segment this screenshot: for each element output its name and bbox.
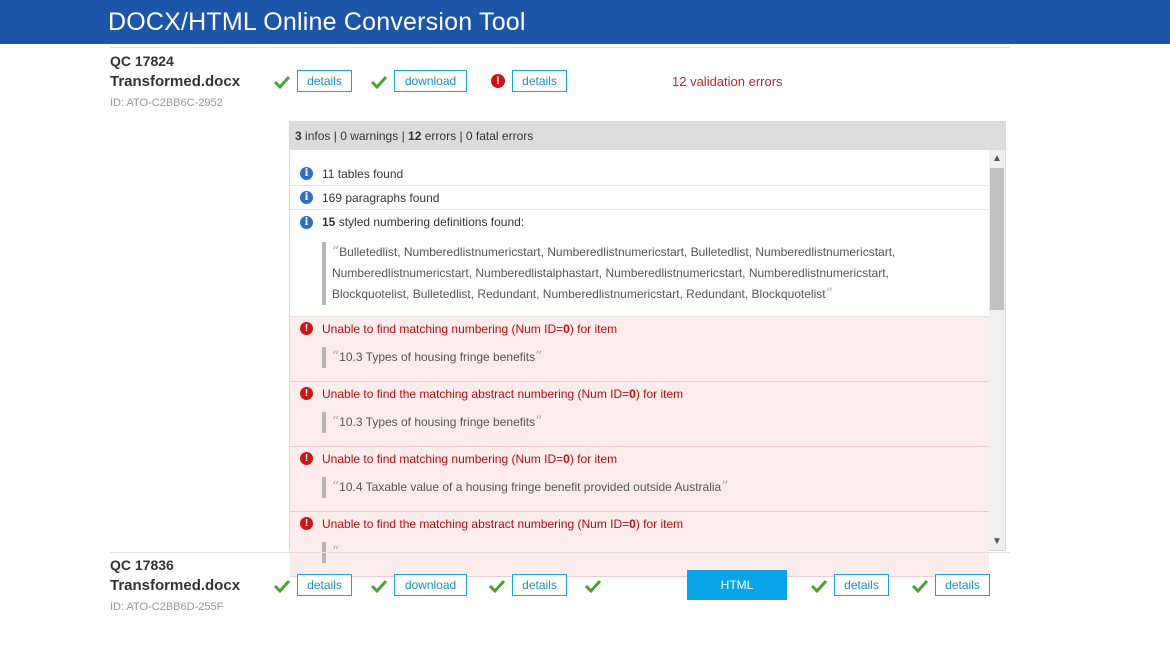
scroll-up-arrow[interactable]: ▲	[992, 153, 1002, 164]
check-icon	[810, 578, 828, 594]
message-text: 11 tables found	[322, 167, 404, 181]
separator: |	[401, 129, 405, 143]
message-item	[290, 447, 989, 512]
message-text-end: ) for item	[569, 452, 618, 466]
error-icon: !	[491, 74, 505, 88]
message-item	[290, 382, 989, 447]
message-text	[322, 452, 617, 466]
validation-details-button[interactable]: details	[512, 574, 567, 596]
check-icon	[370, 578, 388, 594]
message-text	[322, 322, 617, 336]
num-id: 0	[563, 322, 570, 336]
error-icon: !	[300, 517, 313, 530]
infos-count: 3	[295, 129, 302, 143]
divider	[110, 47, 1010, 48]
message-text-end: ) for item	[569, 322, 618, 336]
message-quote	[322, 477, 728, 498]
infos-label: infos	[305, 129, 331, 143]
check-icon	[273, 578, 291, 594]
check-icon	[584, 578, 602, 594]
message-quote	[322, 347, 542, 368]
message-item	[290, 317, 989, 382]
message-quote	[322, 412, 542, 433]
num-id: 0	[629, 517, 636, 531]
message-text: 169 paragraphs found	[322, 191, 440, 205]
open-quote: “	[332, 414, 340, 430]
message-list[interactable]	[290, 150, 989, 550]
app-header	[0, 0, 1170, 44]
message-item	[290, 210, 989, 317]
open-quote: “	[332, 479, 340, 495]
message-quote	[322, 242, 895, 305]
qc-number: QC 17836	[110, 557, 174, 573]
check-icon	[488, 578, 506, 594]
message-text	[322, 517, 683, 531]
check-icon	[370, 74, 388, 90]
message-text-start: Unable to find matching numbering (Num ID=	[322, 452, 564, 466]
details-button[interactable]: details	[297, 70, 352, 92]
num-id: 0	[563, 452, 570, 466]
file-name: Transformed.docx	[110, 73, 241, 90]
separator: |	[333, 129, 337, 143]
validation-report-panel	[289, 121, 1006, 551]
message-text-end: ) for item	[635, 517, 684, 531]
document-id: ID: ATO-C2BB6D-255F	[110, 601, 224, 613]
quote-line: Numberedlistnumericstart, Numberedlistalphastart, Numberedlistnumericstart, Numberedlistnumericstart,	[332, 266, 889, 280]
open-quote: “	[332, 349, 340, 365]
divider	[110, 552, 1010, 553]
message-item	[290, 512, 989, 577]
message-item	[290, 150, 989, 186]
close-quote: ”	[535, 349, 543, 365]
report-summary	[290, 122, 1005, 150]
app-title: DOCX/HTML Online Conversion Tool	[108, 8, 526, 36]
quote-line: Bulletedlist, Numberedlistnumericstart, Numberedlistnumericstart, Bulletedlist, Numberedlistnumericstart,	[339, 245, 896, 259]
details-button[interactable]: details	[834, 574, 889, 596]
message-label: styled numbering definitions found:	[335, 215, 525, 229]
num-id: 0	[629, 387, 636, 401]
scrollbar-thumb[interactable]	[990, 168, 1004, 310]
info-icon: i	[300, 167, 313, 180]
details-button[interactable]: details	[297, 574, 352, 596]
quote-line: 10.3 Types of housing fringe benefits	[339, 350, 536, 364]
close-quote: ”	[721, 479, 729, 495]
file-name: Transformed.docx	[110, 577, 241, 594]
qc-number: QC 17824	[110, 53, 174, 69]
message-item	[290, 186, 989, 210]
check-icon	[273, 74, 291, 90]
info-icon: i	[300, 216, 313, 229]
errors-count: 12	[408, 129, 422, 143]
download-button[interactable]: download	[394, 574, 467, 596]
details-button[interactable]: details	[935, 574, 990, 596]
scrollbar[interactable]	[989, 150, 1005, 550]
validation-details-button[interactable]: details	[512, 70, 567, 92]
message-text-end: ) for item	[635, 387, 684, 401]
message-text-start: Unable to find matching numbering (Num ID=	[322, 322, 564, 336]
message-text-start: Unable to find the matching abstract numbering (Num ID=	[322, 387, 630, 401]
warnings-count: 0 warnings	[340, 129, 399, 143]
quote-line: Blockquotelist, Bulletedlist, Redundant, Numberedlistnumericstart, Redundant, Blockquotelist	[332, 287, 826, 301]
close-quote: ”	[825, 286, 833, 302]
message-text	[322, 215, 524, 229]
validation-error-count: 12 validation errors	[672, 74, 783, 89]
check-icon	[911, 578, 929, 594]
message-text	[322, 387, 683, 401]
document-id: ID: ATO-C2BB6C-2952	[110, 97, 223, 109]
separator: |	[459, 129, 463, 143]
message-text-start: Unable to find the matching abstract numbering (Num ID=	[322, 517, 630, 531]
info-icon: i	[300, 191, 313, 204]
error-icon: !	[300, 452, 313, 465]
error-icon: !	[300, 322, 313, 335]
open-quote: “	[332, 244, 340, 260]
definition-count: 15	[322, 215, 336, 229]
html-button[interactable]: HTML	[687, 570, 787, 600]
quote-line: 10.3 Types of housing fringe benefits	[339, 415, 536, 429]
scroll-down-arrow[interactable]: ▼	[992, 536, 1002, 547]
close-quote: ”	[535, 414, 543, 430]
errors-label: errors	[424, 129, 457, 143]
error-icon: !	[300, 387, 313, 400]
quote-line: 10.4 Taxable value of a housing fringe benefit provided outside Australia	[339, 480, 722, 494]
download-button[interactable]: download	[394, 70, 467, 92]
fatal-count: 0 fatal errors	[465, 129, 534, 143]
